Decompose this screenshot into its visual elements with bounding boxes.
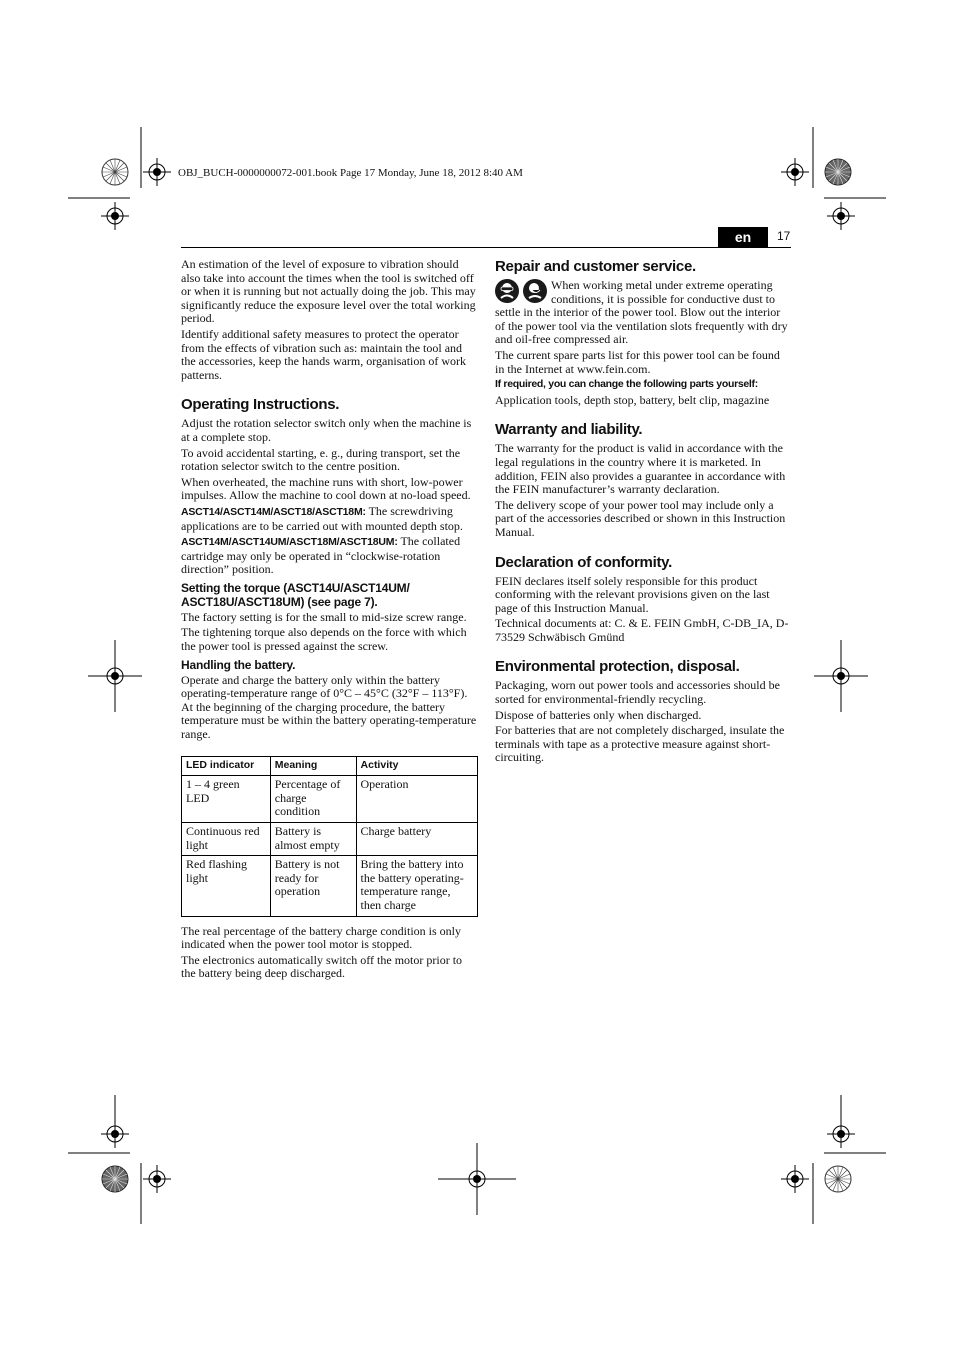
table-header: Meaning bbox=[270, 756, 356, 776]
table-row bbox=[182, 823, 478, 856]
battery-heading: Handling the battery. bbox=[181, 657, 296, 672]
operating-paragraph-4 bbox=[181, 505, 478, 533]
repair-parts-list: Application tools, depth stop, battery, belt clip, magazine bbox=[495, 392, 770, 407]
after-table-paragraph-1: The real percentage of the battery charge condition is only indicated when the power tool motor is stopped. bbox=[181, 923, 461, 952]
warranty-heading: Warranty and liability. bbox=[495, 421, 643, 439]
warranty-paragraph-2: The delivery scope of your power tool may include only a part of the accessories described or shown in this Instruction Manual. bbox=[495, 497, 786, 539]
torque-paragraph-2: The tightening torque also depends on the force with which the power tool is pressed against the screw. bbox=[181, 625, 467, 654]
table-cell: Charge battery bbox=[356, 823, 477, 856]
warranty-paragraph-1: The warranty for the product is valid in accordance with the legal regulations in the country where it is marketed. In addition, FEIN also provides a guarantee in accordance with the FEIN manufacturer’s warranty declaration. bbox=[495, 441, 786, 497]
led-indicator-table bbox=[181, 756, 478, 917]
header-rule bbox=[181, 247, 791, 248]
table-row bbox=[182, 776, 478, 823]
model-lead-2: ASCT14M/ASCT14UM/ASCT18M/ASCT18UM: bbox=[181, 536, 398, 549]
environmental-heading: Environmental protection, disposal. bbox=[495, 658, 740, 676]
operating-paragraph-3: When overheated, the machine runs with short, low-power impulses. Allow the machine to cool down at no-load speed. bbox=[181, 474, 471, 503]
operating-paragraph-1: Adjust the rotation selector switch only when the machine is at a complete stop. bbox=[181, 416, 472, 444]
respirator-icon bbox=[523, 279, 547, 303]
environmental-paragraph-3: For batteries that are not completely discharged, insulate the terminals with tape as a protective measure against short-circuiting. bbox=[495, 723, 785, 765]
ppe-icons bbox=[495, 279, 549, 305]
conformity-paragraph-2: Technical documents at: C. & E. FEIN GmbH, C-DB_IA, D-73529 Schwäbisch Gmünd bbox=[495, 616, 789, 644]
table-header: Activity bbox=[356, 756, 477, 776]
environmental-paragraph-2: Dispose of batteries only when discharged. bbox=[495, 707, 702, 722]
table-cell: Continuous red light bbox=[182, 823, 271, 856]
table-cell: Battery is not ready for operation bbox=[270, 856, 356, 916]
intro-paragraph-1: An estimation of the level of exposure to vibration should also take into account the times when the tool is switched off or when it is running but not actually doing the job. This may significantly reduce the exposure level over the total working period. bbox=[181, 257, 476, 326]
table-cell: Percentage of charge condition bbox=[270, 776, 356, 823]
model-text-1: The screwdriving applications are to be carried out with mounted depth stop. bbox=[181, 503, 463, 533]
repair-paragraph-2: The current spare parts list for this power tool can be found in the Internet at www.fein.com. bbox=[495, 347, 780, 376]
conformity-paragraph-1: FEIN declares itself solely responsible for this product conforming with the relevant provisions given on the last page of this Instruction Manual. bbox=[495, 573, 770, 615]
battery-paragraph: Operate and charge the battery only within the battery operating-temperature range of 0°C – 45°C (32°F – 113°F). At the beginning of the charging procedure, the battery temperature must be within the battery operating-temperature range. bbox=[181, 672, 477, 742]
environmental-paragraph-1: Packaging, worn out power tools and accessories should be sorted for environmental-friendly recycling. bbox=[495, 678, 780, 707]
operating-paragraph-5 bbox=[181, 535, 478, 577]
left-column bbox=[181, 258, 478, 983]
table-header: LED indicator bbox=[182, 756, 271, 776]
table-row bbox=[182, 856, 478, 916]
intro-paragraph-2: Identify additional safety measures to protect the operator from the effects of vibration such as: maintain the tool and the accessories, keep the hands warm, organisation of work patterns. bbox=[181, 326, 467, 382]
table-cell: Bring the battery into the battery operating-temperature range, then charge bbox=[356, 856, 477, 916]
table-cell: Battery is almost empty bbox=[270, 823, 356, 856]
model-text-2: The collated cartridge may only be operated in “clockwise-rotation direction” position. bbox=[181, 534, 461, 577]
table-cell: Operation bbox=[356, 776, 477, 823]
operating-instructions-heading: Operating Instructions. bbox=[181, 396, 340, 414]
conformity-heading: Declaration of conformity. bbox=[495, 553, 672, 571]
table-cell: 1 – 4 green LED bbox=[182, 776, 271, 823]
right-column bbox=[495, 258, 791, 767]
repair-parts-heading: If required, you can change the following parts yourself: bbox=[495, 378, 758, 391]
after-table-paragraph-2: The electronics automatically switch off the motor prior to the battery being deep discharged. bbox=[181, 952, 463, 981]
operating-paragraph-2: To avoid accidental starting, e. g., during transport, set the rotation selector switch to the centre position. bbox=[181, 445, 461, 474]
eye-protection-icon bbox=[495, 279, 519, 303]
repair-paragraph-1: When working metal under extreme operating conditions, it is possible for conductive dust to settle in the interior of the power tool. Blow out the interior of the power tool via the ventilation slots frequently with dry and oil-free compressed air. bbox=[495, 278, 788, 347]
language-badge: en bbox=[718, 227, 768, 247]
page-number: 17 bbox=[777, 229, 791, 243]
repair-heading: Repair and customer service. bbox=[495, 258, 696, 275]
table-header-row bbox=[182, 756, 478, 776]
model-lead-1: ASCT14/ASCT14M/ASCT18/ASCT18M: bbox=[181, 505, 366, 518]
torque-heading: Setting the torque (ASCT14U/ASCT14UM/ ASCT18U/ASCT18UM) (see page 7). bbox=[181, 580, 410, 609]
book-info: OBJ_BUCH-0000000072-001.book Page 17 Monday, June 18, 2012 8:40 AM bbox=[178, 167, 523, 179]
table-cell: Red flashing light bbox=[182, 856, 271, 916]
torque-paragraph-1: The factory setting is for the small to mid-size screw range. bbox=[181, 609, 467, 624]
